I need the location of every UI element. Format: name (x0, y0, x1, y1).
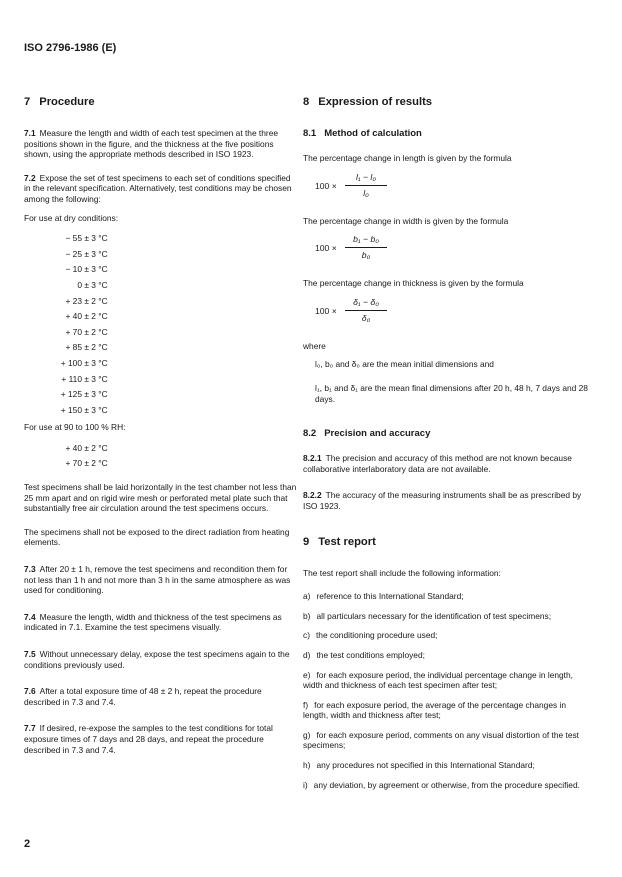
section-8-2-heading (303, 428, 593, 439)
clause-number: 7.5 (24, 649, 36, 659)
temp-row: − 55 ± 3 °C (65, 233, 108, 244)
clause-number: 7.3 (24, 564, 36, 575)
fraction-bar (345, 185, 387, 186)
temp-row: + 150 ± 3 °C (60, 404, 108, 415)
list-item: c) the conditioning procedure used; (303, 630, 438, 641)
list-item: h) any procedures not specified in this International Standard; (303, 760, 535, 771)
temp-row: + 85 ± 2 °C (65, 342, 108, 353)
section-number: 9 (303, 535, 310, 548)
clause-7-2 (24, 173, 298, 205)
temp-row: − 10 ± 3 °C (65, 264, 108, 275)
radiation-paragraph: The specimens shall not be exposed to the direct radiation from heating elements. (24, 526, 290, 548)
clause-7-3 (24, 564, 298, 596)
clause-number: 8.2.2 (303, 490, 322, 501)
subsection-title: Precision and accuracy (324, 428, 431, 440)
formula-denominator: b₀ (361, 250, 371, 261)
clause-8-2-2 (303, 490, 593, 511)
formula-multiplier: 100 × (315, 305, 337, 316)
list-item: g) for each exposure period, comments on any visual distortion of the test specimens; (303, 729, 580, 751)
formula-denominator: l₀ (363, 187, 369, 198)
temp-row: + 100 ± 3 °C (60, 357, 108, 368)
dry-conditions-label: For use at dry conditions: (24, 212, 119, 223)
initial-dimensions-definition: l₀, b₀ and δ₀ are the mean initial dimensions and (315, 359, 494, 370)
temp-row: 0 ± 3 °C (77, 279, 108, 290)
clause-7-6 (24, 686, 298, 707)
clause-text: Measure the length and width of each test specimen at the three positions shown in the figure, and the thickness at the five positions shown, using the appropriate methods described in ISO 1923. (24, 128, 279, 160)
width-formula-intro: The percentage change in width is given by the formula (303, 215, 509, 226)
fraction-bar (345, 247, 387, 248)
clause-number: 7.6 (24, 686, 36, 697)
clause-text: After 20 ± 1 h, remove the test specimens and recondition them for not less than 1 h and not more than 3 h in the same atmosphere as was used for conditioning. (24, 564, 291, 596)
left-column (24, 96, 298, 768)
where-label: where (303, 340, 326, 351)
formula-numerator: b₁ − b₀ (353, 234, 379, 245)
clause-number: 7.1 (24, 128, 36, 138)
dry-temperature-list (58, 231, 298, 418)
formula-numerator: l₁ − l₀ (356, 171, 376, 182)
section-7-heading (24, 96, 298, 109)
list-item: f) for each exposure period, the average of the percentage changes in length, width and thickness after test; (303, 699, 567, 721)
placement-paragraph: Test specimens shall be laid horizontally in the test chamber not less than 25 mm apart and on rigid wire mesh or perforated metal plate such that substantially free air circulation around the test specimens occurs. (24, 482, 297, 514)
thickness-formula (315, 297, 593, 327)
humid-temperature-list (58, 441, 298, 472)
report-intro: The test report shall include the following information: (303, 567, 501, 578)
temp-row: + 70 ± 2 °C (65, 326, 108, 337)
list-item: i) any deviation, by agreement or otherwise, from the procedure specified. (303, 779, 580, 790)
clause-7-4 (24, 612, 298, 633)
thickness-formula-intro: The percentage change in thickness is given by the formula (303, 278, 524, 289)
temp-row: + 110 ± 3 °C (61, 373, 108, 384)
clause-number: 7.2 (24, 172, 36, 183)
clause-number: 7.4 (24, 611, 36, 622)
clause-text: Expose the set of test specimens to each set of conditions specified in the relevant specification. Alternatively, test conditions may be chosen among the following: (24, 172, 292, 204)
section-number: 8 (303, 96, 310, 108)
clause-number: 8.2.1 (303, 453, 322, 464)
section-title: Expression of results (318, 96, 433, 108)
clause-7-5 (24, 649, 298, 670)
subsection-title: Method of calculation (324, 128, 422, 139)
list-item: b) all particulars necessary for the identification of test specimens; (303, 610, 552, 621)
temp-row: + 70 ± 2 °C (65, 458, 108, 469)
list-item: a) reference to this International Standard; (303, 591, 464, 602)
formula-fraction (345, 297, 387, 324)
humid-conditions-label: For use at 90 to 100 % RH: (24, 422, 126, 433)
subsection-number: 8.1 (303, 128, 317, 139)
section-8-heading (303, 96, 593, 109)
clause-text: After a total exposure time of 48 ± 2 h, repeat the procedure described in 7.3 and 7.4. (24, 686, 262, 707)
formula-multiplier: 100 × (315, 180, 337, 191)
temp-row: − 25 ± 3 °C (65, 248, 108, 259)
clause-text: Without unnecessary delay, expose the test specimens again to the conditions previously used. (24, 649, 290, 670)
section-8-1-heading (303, 128, 593, 139)
temp-row: + 125 ± 3 °C (60, 389, 108, 400)
right-column (303, 96, 593, 799)
temp-row: + 23 ± 2 °C (65, 295, 108, 306)
length-formula (315, 172, 593, 202)
list-item: d) the test conditions employed; (303, 649, 425, 660)
report-items-list (303, 591, 593, 790)
page-number: 2 (24, 838, 31, 850)
clause-8-2-1 (303, 453, 593, 474)
temp-row: + 40 ± 2 °C (65, 311, 108, 322)
formula-multiplier: 100 × (315, 243, 337, 254)
document-id: ISO 2796-1986 (E) (24, 42, 117, 54)
length-formula-intro: The percentage change in length is given by the formula (303, 153, 512, 163)
section-9-heading (303, 536, 593, 549)
final-dimensions-definition: l₁, b₁ and δ₁ are the mean final dimensions after 20 h, 48 h, 7 days and 28 days. (315, 382, 588, 404)
section-title: Test report (318, 535, 376, 548)
formula-fraction (345, 234, 387, 261)
clause-number: 7.7 (24, 723, 36, 734)
section-title: Procedure (39, 96, 95, 108)
clause-text: Measure the length, width and thickness of the test specimens as indicated in 7.1. Examine the test specimens visually. (24, 611, 282, 633)
clause-text: The precision and accuracy of this method are not known because collaborative interlaboratory data are not available. (303, 453, 572, 474)
temp-row: + 40 ± 2 °C (65, 442, 108, 453)
width-formula (315, 234, 593, 264)
subsection-number: 8.2 (303, 428, 317, 440)
formula-numerator: δ₁ − δ₀ (353, 296, 379, 307)
clause-text: The accuracy of the measuring instruments shall be as prescribed by ISO 1923. (303, 490, 582, 511)
clause-7-7 (24, 723, 298, 755)
formula-denominator: δ₀ (361, 312, 371, 323)
list-item: e) for each exposure period, the individual percentage change in length, width and thickness of each test specimen after test; (303, 669, 573, 691)
fraction-bar (345, 310, 387, 311)
clause-7-1 (24, 128, 298, 160)
clause-text: If desired, re-expose the samples to the test conditions for total exposure times of 7 days and 28 days, and repeat the procedure described in 7.3 and 7.4. (24, 723, 273, 755)
formula-fraction (345, 172, 387, 199)
section-number: 7 (24, 96, 31, 108)
